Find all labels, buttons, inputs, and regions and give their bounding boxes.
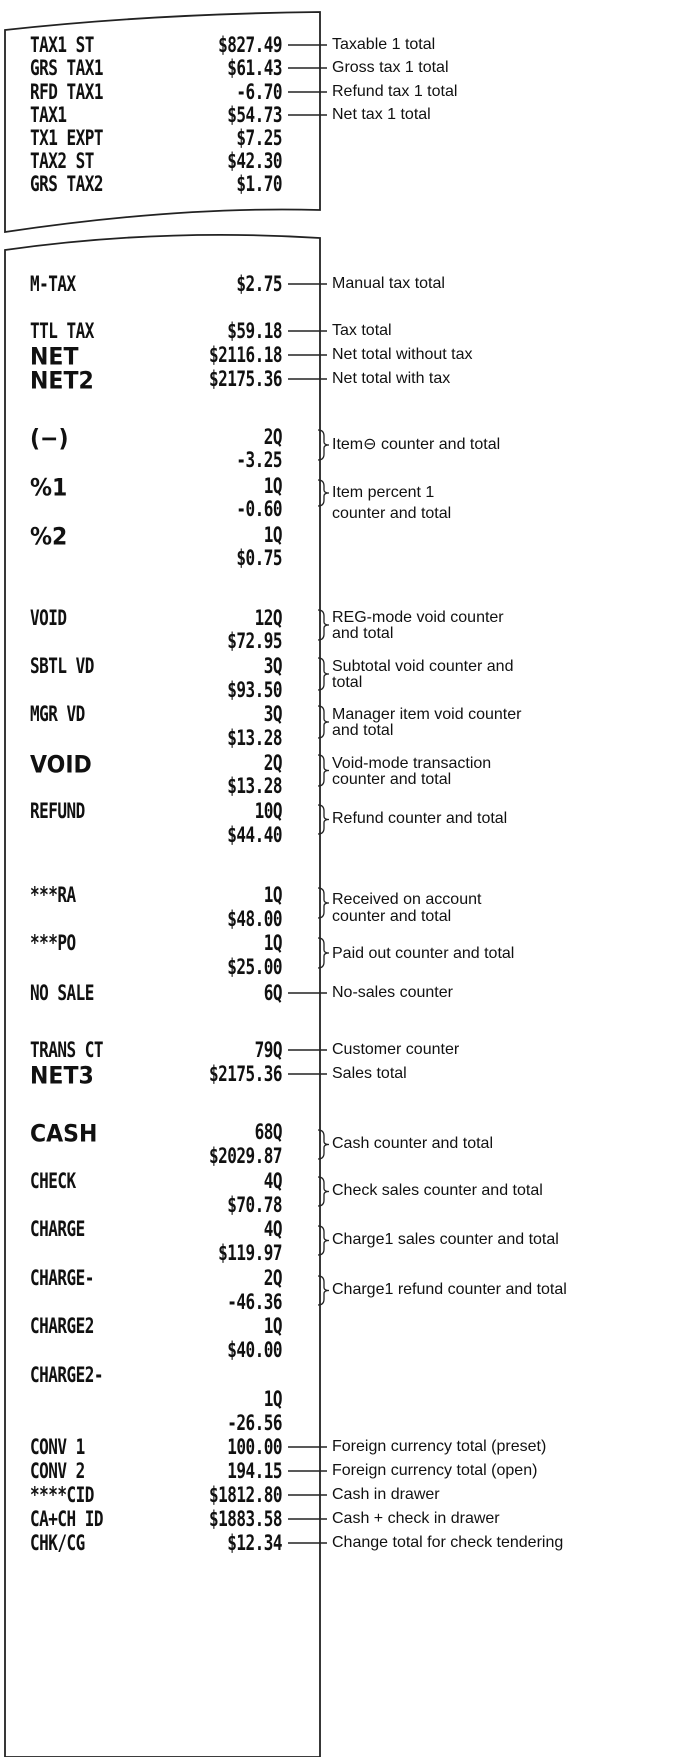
part2-row-label: NET3 bbox=[30, 1062, 94, 1091]
part2-annotation: Foreign currency total (preset) bbox=[332, 1438, 547, 1455]
part2-annotation: Manual tax total bbox=[332, 275, 445, 292]
part1-row-value: $1.70 bbox=[236, 170, 282, 197]
part2-row-label: CONV 2 bbox=[30, 1457, 85, 1484]
part2-row-count: 1Q bbox=[263, 929, 282, 956]
part2-annotation: Paid out counter and total bbox=[332, 945, 515, 962]
part1-row-label: TAX1 ST bbox=[30, 31, 94, 58]
part2-row-label: CHARGE- bbox=[30, 1264, 94, 1291]
part1-annotation: Net tax 1 total bbox=[332, 106, 431, 123]
part2-row-label: CHARGE2- bbox=[30, 1361, 104, 1388]
part2-row-value: 194.15 bbox=[227, 1457, 282, 1484]
part2-row-count: 1Q bbox=[263, 1385, 282, 1412]
part2-row-count: 2Q bbox=[263, 749, 282, 776]
part2-row-count: 2Q bbox=[263, 423, 282, 450]
part2-annotation: Cash + check in drawer bbox=[332, 1510, 500, 1527]
part2-row-label: TTL TAX bbox=[30, 317, 94, 344]
part2-row-value: $0.75 bbox=[236, 544, 282, 571]
part2-annotation: Tax total bbox=[332, 322, 392, 339]
part2-row-label: ***PO bbox=[30, 929, 76, 956]
part2-row-label: NO SALE bbox=[30, 979, 94, 1006]
part2-row-label: MGR VD bbox=[30, 700, 85, 727]
part2-annotation: total bbox=[332, 674, 363, 691]
part2-row-label: REFUND bbox=[30, 797, 85, 824]
part2-row-count: 12Q bbox=[254, 604, 282, 631]
part2-annotation: and total bbox=[332, 722, 394, 739]
part2-row-label: CHECK bbox=[30, 1167, 76, 1194]
part1-row-value: $7.25 bbox=[236, 124, 282, 151]
part2-row-value: $93.50 bbox=[227, 676, 282, 703]
part2-annotation: counter and total bbox=[332, 505, 452, 522]
part2-row-count: 4Q bbox=[263, 1215, 282, 1242]
part2-annotation: Item percent 1 bbox=[332, 484, 435, 501]
part2-row-label: (−) bbox=[30, 425, 69, 454]
part2-row-value: -46.36 bbox=[227, 1288, 282, 1315]
part2-row-value: $25.00 bbox=[227, 953, 282, 980]
part2-row-value: $70.78 bbox=[227, 1191, 282, 1218]
part2-annotation: REG-mode void counter bbox=[332, 609, 504, 626]
part2-annotation: Refund counter and total bbox=[332, 810, 508, 827]
part1-row-label: TAX1 bbox=[30, 101, 67, 128]
part2-annotation: Foreign currency total (open) bbox=[332, 1462, 538, 1479]
part2-row-label: %1 bbox=[30, 474, 68, 503]
part2-row-count: 2Q bbox=[263, 1264, 282, 1291]
part2-annotation: Sales total bbox=[332, 1065, 407, 1082]
part2-annotation: Cash in drawer bbox=[332, 1486, 440, 1503]
part2-row-count: 1Q bbox=[263, 521, 282, 548]
part2-row-count: 1Q bbox=[263, 1312, 282, 1339]
part2-row-label: M-TAX bbox=[30, 270, 76, 297]
part2-annotation: Customer counter bbox=[332, 1041, 460, 1058]
part2-annotation: Charge1 sales counter and total bbox=[332, 1231, 559, 1248]
part2-annotation: Charge1 refund counter and total bbox=[332, 1281, 567, 1298]
part2-row-label: %2 bbox=[30, 523, 68, 552]
part1-annotation: Refund tax 1 total bbox=[332, 83, 458, 100]
part2-row-label: ***RA bbox=[30, 881, 76, 908]
part2-annotation: Subtotal void counter and bbox=[332, 658, 514, 675]
part2-row-label: CHARGE bbox=[30, 1215, 85, 1242]
part1-row-label: GRS TAX1 bbox=[30, 54, 104, 81]
part2-row-value: $44.40 bbox=[227, 821, 282, 848]
part1-row-value: $61.43 bbox=[227, 54, 282, 81]
part2-row-value: 6Q bbox=[263, 979, 282, 1006]
part1-row-label: TAX2 ST bbox=[30, 147, 94, 174]
part1-row-value: $54.73 bbox=[227, 101, 282, 128]
part2-row-value: 100.00 bbox=[227, 1433, 282, 1460]
part2-annotation: Item⊖ counter and total bbox=[332, 436, 501, 453]
part2-row-value: $1883.58 bbox=[208, 1505, 282, 1532]
part2-annotation: Check sales counter and total bbox=[332, 1182, 543, 1199]
part2-row-value: $119.97 bbox=[218, 1239, 282, 1266]
part2-row-value: $72.95 bbox=[227, 627, 282, 654]
part2-row-label: SBTL VD bbox=[30, 652, 94, 679]
part2-row-value: $2.75 bbox=[236, 270, 282, 297]
part1-row-label: RFD TAX1 bbox=[30, 78, 104, 105]
part2-row-value: -0.60 bbox=[236, 495, 282, 522]
part2-annotation: counter and total bbox=[332, 771, 452, 788]
part1-annotation: Gross tax 1 total bbox=[332, 59, 449, 76]
part2-row-value: $2175.36 bbox=[208, 1060, 282, 1087]
part2-row-value: $12.34 bbox=[227, 1529, 282, 1556]
part2-annotation: Manager item void counter bbox=[332, 706, 522, 723]
part2-row-label: CA+CH ID bbox=[30, 1505, 104, 1532]
part2-row-label: NET bbox=[30, 343, 79, 372]
part2-row-label: TRANS CT bbox=[30, 1036, 104, 1063]
part2-row-value: $59.18 bbox=[227, 317, 282, 344]
part2-annotation: Change total for check tendering bbox=[332, 1534, 564, 1551]
part2-row-value: -26.56 bbox=[227, 1409, 282, 1436]
part2-row-label: VOID bbox=[30, 604, 67, 631]
part1-row-value: $42.30 bbox=[227, 147, 282, 174]
part2-row-label: ****CID bbox=[30, 1481, 94, 1508]
part2-annotation: Void-mode transaction bbox=[332, 755, 492, 772]
part2-row-count: 1Q bbox=[263, 881, 282, 908]
part2-annotation: and total bbox=[332, 625, 394, 642]
part1-row-label: GRS TAX2 bbox=[30, 170, 104, 197]
part2-row-label: CONV 1 bbox=[30, 1433, 85, 1460]
part2-row-label: VOID bbox=[30, 751, 92, 780]
part2-row-count: 4Q bbox=[263, 1167, 282, 1194]
part2-row-value: $2175.36 bbox=[208, 365, 282, 392]
part2-row-value: $48.00 bbox=[227, 905, 282, 932]
part2-row-count: 68Q bbox=[254, 1118, 282, 1145]
part2-annotation: Net total with tax bbox=[332, 370, 451, 387]
part2-row-value: $1812.80 bbox=[208, 1481, 282, 1508]
part2-annotation: Received on account bbox=[332, 891, 482, 908]
part1-row-label: TX1 EXPT bbox=[30, 124, 104, 151]
part2-row-count: 10Q bbox=[254, 797, 282, 824]
part2-annotation: Cash counter and total bbox=[332, 1135, 493, 1152]
part2-row-count: 3Q bbox=[263, 652, 282, 679]
part2-row-value: $40.00 bbox=[227, 1336, 282, 1363]
part2-row-label: CHARGE2 bbox=[30, 1312, 94, 1339]
part2-annotation: No-sales counter bbox=[332, 984, 453, 1001]
part2-row-value: $13.28 bbox=[227, 724, 282, 751]
part2-row-label: NET2 bbox=[30, 367, 94, 396]
part2-row-count: 3Q bbox=[263, 700, 282, 727]
part2-row-count: 1Q bbox=[263, 472, 282, 499]
part1-row-value: $827.49 bbox=[218, 31, 282, 58]
part2-row-value: $13.28 bbox=[227, 772, 282, 799]
part2-row-value: -3.25 bbox=[236, 446, 282, 473]
part1-row-value: -6.70 bbox=[236, 78, 282, 105]
part2-annotation: counter and total bbox=[332, 908, 452, 925]
part2-row-label: CHK/CG bbox=[30, 1529, 85, 1556]
part2-row-value: 79Q bbox=[254, 1036, 282, 1063]
part2-row-value: $2029.87 bbox=[208, 1142, 282, 1169]
part2-row-label: CASH bbox=[30, 1120, 98, 1149]
part2-row-value: $2116.18 bbox=[208, 341, 282, 368]
part1-annotation: Taxable 1 total bbox=[332, 36, 436, 53]
part2-annotation: Net total without tax bbox=[332, 346, 473, 363]
